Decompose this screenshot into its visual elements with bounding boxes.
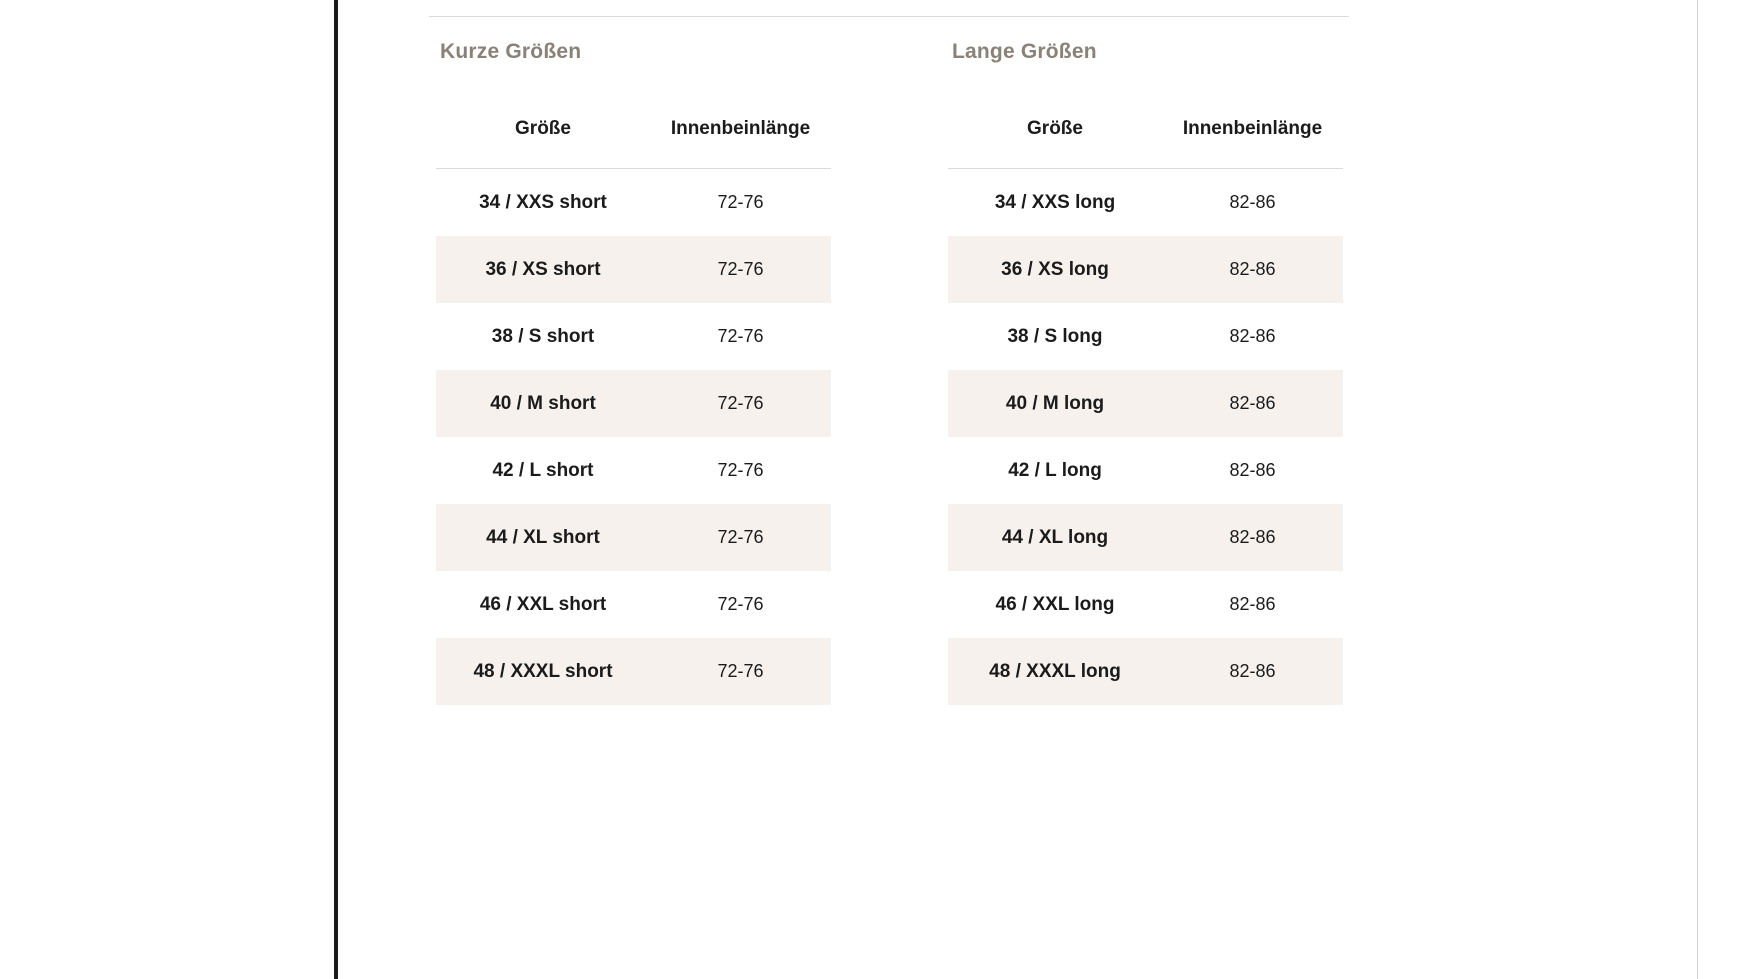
table-row [948,169,1343,237]
cell-size: 46 / XXL short [436,571,650,638]
table-row [436,370,831,437]
cell-inseam: 82-86 [1162,638,1343,705]
cell-inseam: 82-86 [1162,236,1343,303]
size-table-title-long: Lange Größen [952,40,1097,63]
size-table-short [436,90,831,705]
cell-size: 34 / XXS short [436,169,650,237]
table-row [948,303,1343,370]
size-table-title-short: Kurze Größen [440,40,582,63]
cell-size: 48 / XXXL long [948,638,1162,705]
cell-size: 40 / M short [436,370,650,437]
column-header-size: Größe [436,90,650,169]
top-divider [429,16,1349,17]
table-row [948,504,1343,571]
cell-size: 44 / XL short [436,504,650,571]
table-row [436,571,831,638]
cell-size: 38 / S short [436,303,650,370]
table-row [436,504,831,571]
table-row [436,437,831,504]
cell-inseam: 82-86 [1162,504,1343,571]
column-header-inseam: Innenbeinlänge [1162,90,1343,169]
size-guide-content [338,0,1697,979]
table-row [436,638,831,705]
cell-size: 42 / L long [948,437,1162,504]
cell-inseam: 72-76 [650,303,831,370]
cell-size: 38 / S long [948,303,1162,370]
cell-inseam: 82-86 [1162,370,1343,437]
table-row [948,638,1343,705]
cell-size: 36 / XS short [436,236,650,303]
table-row [436,236,831,303]
right-vertical-rule [1697,0,1698,979]
cell-size: 40 / M long [948,370,1162,437]
column-header-inseam: Innenbeinlänge [650,90,831,169]
cell-inseam: 72-76 [650,236,831,303]
cell-size: 44 / XL long [948,504,1162,571]
table-header-row [436,90,831,169]
table-row [948,370,1343,437]
table-row [436,169,831,237]
table-row [436,303,831,370]
cell-size: 48 / XXXL short [436,638,650,705]
cell-inseam: 72-76 [650,571,831,638]
cell-inseam: 82-86 [1162,303,1343,370]
cell-inseam: 72-76 [650,370,831,437]
cell-inseam: 72-76 [650,504,831,571]
cell-size: 36 / XS long [948,236,1162,303]
table-row [948,437,1343,504]
cell-inseam: 82-86 [1162,571,1343,638]
size-table-long [948,90,1343,705]
cell-size: 46 / XXL long [948,571,1162,638]
size-table-block-short [387,40,867,705]
cell-inseam: 72-76 [650,169,831,237]
table-row [948,571,1343,638]
cell-inseam: 82-86 [1162,169,1343,237]
table-header-row [948,90,1343,169]
cell-size: 42 / L short [436,437,650,504]
table-row [948,236,1343,303]
cell-inseam: 72-76 [650,437,831,504]
column-header-size: Größe [948,90,1162,169]
size-table-block-long [899,40,1379,705]
size-tables-container [338,40,1697,705]
cell-inseam: 82-86 [1162,437,1343,504]
cell-size: 34 / XXS long [948,169,1162,237]
cell-inseam: 72-76 [650,638,831,705]
